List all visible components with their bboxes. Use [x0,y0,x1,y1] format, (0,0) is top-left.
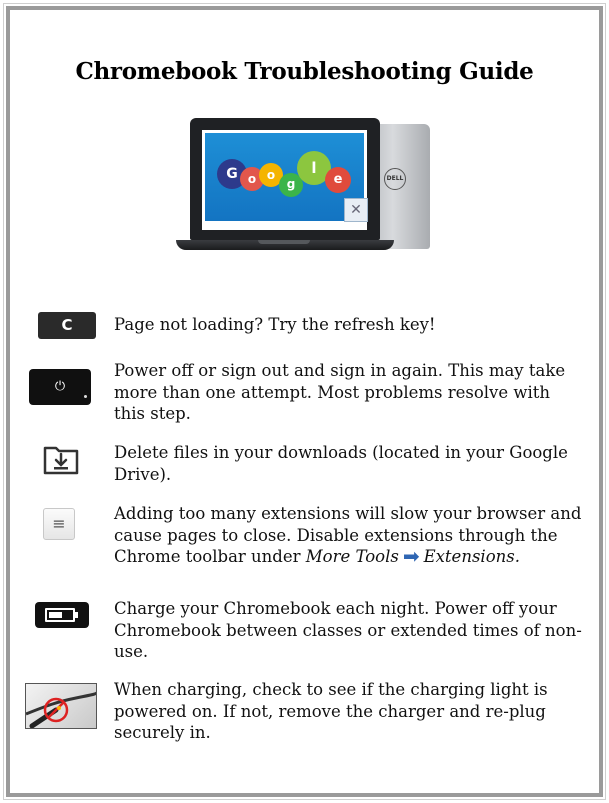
tip-text: Charge your Chromebook each night. Power off your Chromebook between classes or extended times of non-use. [114,599,582,661]
right-arrow-icon: ➡ [402,544,420,568]
google-logo-letter: o [240,167,264,191]
tools-icon: ✕ [344,198,368,222]
battery-icon [35,602,89,628]
chromebook-illustration [172,116,434,258]
google-logo-letter: e [325,167,351,193]
google-wallpaper [205,133,364,221]
tip-text-body: Adding too many extensions will slow your browser and cause pages to close. Disable extensions through the Chrome toolbar under [114,504,582,566]
laptop-hinge [258,240,310,244]
charger-cable-image [26,684,97,729]
chrome-menu-icon [43,508,75,540]
menu-glyph: ≡ [52,514,66,533]
charger-photo [25,683,97,729]
tip-text [114,503,584,568]
battery-cell [45,608,75,622]
menu-path-extensions: Extensions. [423,547,520,566]
refresh-key-glyph: C [61,316,73,334]
downloads-folder-icon [42,442,80,476]
tip-text: Power off or sign out and sign in again. This may take more than one attempt. Most problems resolve with this step. [114,361,566,423]
tip-text: When charging, check to see if the charging light is powered on. If not, remove the charger and re-plug securely in. [114,680,548,742]
google-logo-letter: g [279,173,303,197]
laptop-screen [202,130,367,230]
tip-text: Delete files in your downloads (located in your Google Drive). [114,443,568,484]
power-glyph: ⏻ [54,379,66,394]
power-key-icon [29,369,91,405]
battery-level-fill [49,612,62,618]
power-led [84,395,87,398]
google-logo-letter: o [259,163,283,187]
google-logo-letter: G [217,159,247,189]
refresh-key-icon [38,312,96,339]
battery-terminal [75,612,78,618]
dell-logo: DELL [384,168,406,190]
menu-path-more-tools: More Tools [305,547,399,566]
tip-text: Page not loading? Try the refresh key! [114,315,436,334]
google-logo-letter: l [297,151,331,185]
page-title: Chromebook Troubleshooting Guide [75,58,534,85]
